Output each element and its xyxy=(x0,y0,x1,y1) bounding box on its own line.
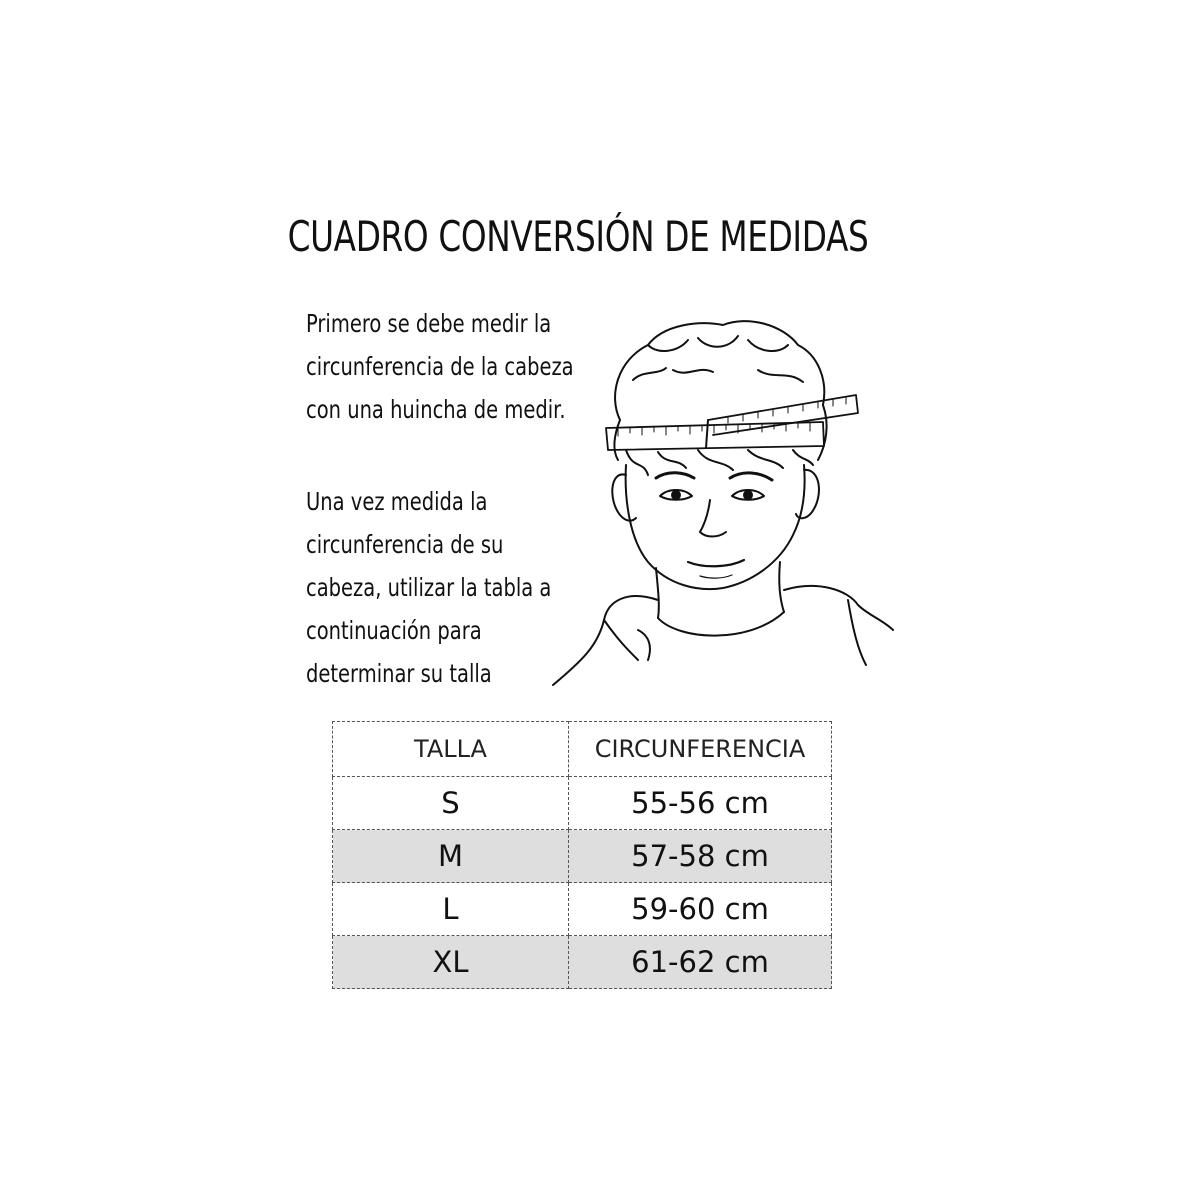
instructions-line: circunferencia de la cabeza xyxy=(306,352,574,381)
circumference-cell: 57-58 cm xyxy=(569,830,832,883)
table-row xyxy=(333,830,832,883)
header-circunferencia: CIRCUNFERENCIA xyxy=(569,722,832,777)
instructions-paragraph-2 xyxy=(306,480,551,695)
circumference-cell: 55-56 cm xyxy=(569,777,832,830)
size-cell: S xyxy=(333,777,569,830)
head-measuring-tape-illustration xyxy=(548,300,898,695)
page-title: CUADRO CONVERSIÓN DE MEDIDAS xyxy=(287,212,869,261)
instructions-line: Primero se debe medir la xyxy=(306,309,552,338)
instructions-line: con una huincha de medir. xyxy=(306,395,566,424)
circumference-cell: 61-62 cm xyxy=(569,936,832,989)
instructions-line: cabeza, utilizar la tabla a xyxy=(306,573,552,602)
size-cell: XL xyxy=(333,936,569,989)
header-talla: TALLA xyxy=(333,722,569,777)
table-header-row xyxy=(333,722,832,777)
size-conversion-table xyxy=(332,721,832,989)
instructions-line: continuación para xyxy=(306,616,482,645)
instructions-line: Una vez medida la xyxy=(306,487,488,516)
instructions-line: circunferencia de su xyxy=(306,530,504,559)
table-row xyxy=(333,936,832,989)
size-cell: L xyxy=(333,883,569,936)
size-cell: M xyxy=(333,830,569,883)
instructions-paragraph-1 xyxy=(306,302,574,431)
table-row xyxy=(333,883,832,936)
instructions-line: determinar su talla xyxy=(306,659,492,688)
table-row xyxy=(333,777,832,830)
circumference-cell: 59-60 cm xyxy=(569,883,832,936)
